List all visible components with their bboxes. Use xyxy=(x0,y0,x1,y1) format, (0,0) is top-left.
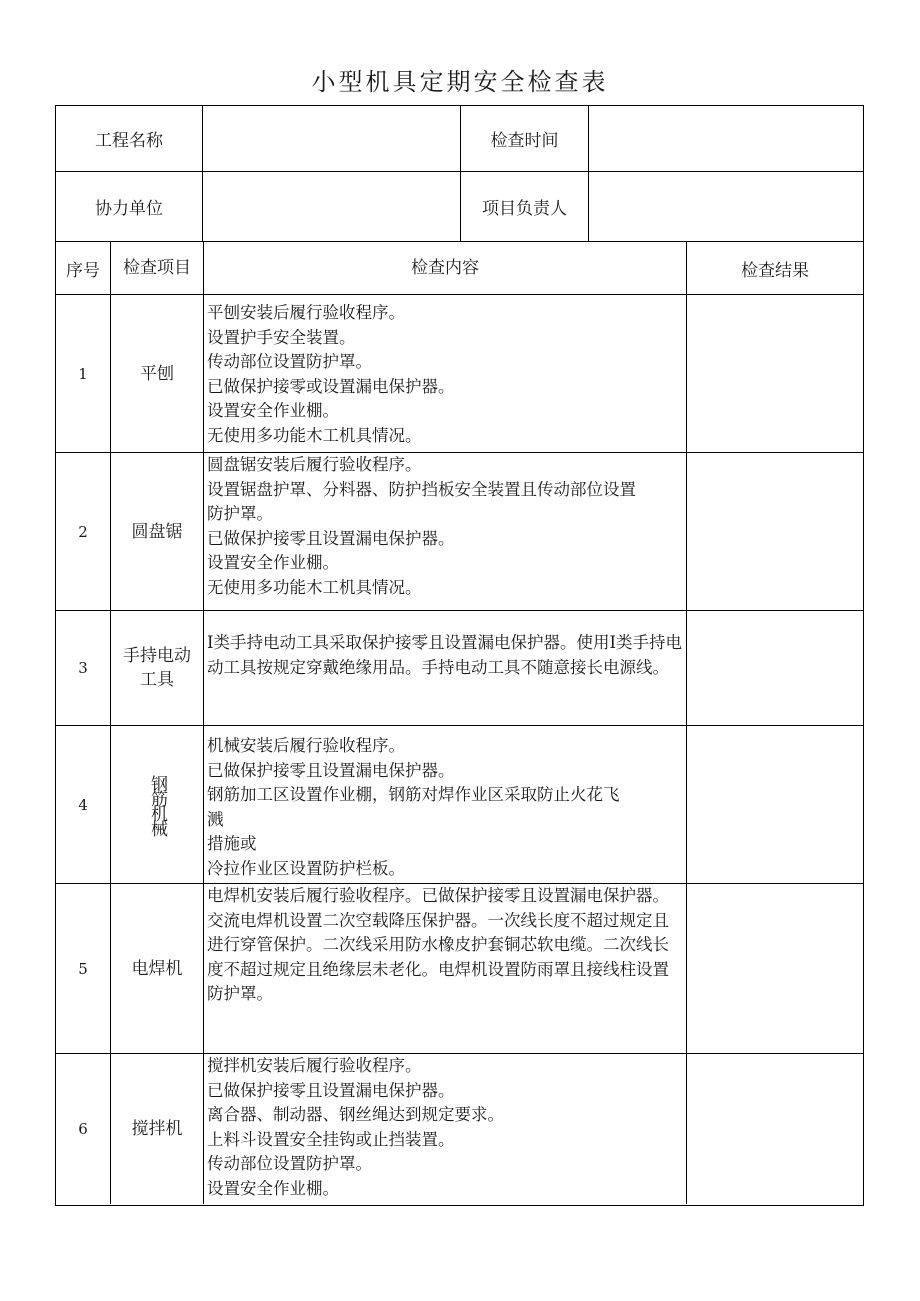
content-line: 已做保护接零且设置漏电保护器。 xyxy=(207,1080,455,1100)
row-item: 手持电动工具 xyxy=(110,611,203,725)
table-row xyxy=(56,294,863,452)
content-line: 冷拉作业区设置防护栏板。 xyxy=(207,858,405,878)
content-line: 已做保护接零且设置漏电保护器。 xyxy=(207,528,455,548)
project-manager-field[interactable] xyxy=(589,172,863,241)
partner-unit-label: 协力单位 xyxy=(95,199,163,219)
content-line: 传动部位设置防护罩。 xyxy=(207,352,372,371)
content-line: 无使用多功能木工机具情况。 xyxy=(207,425,422,445)
table-row xyxy=(56,725,863,883)
table-header-row xyxy=(56,242,863,294)
row-item: 平刨 xyxy=(110,295,203,452)
check-time-field[interactable] xyxy=(589,106,863,171)
row-result-field[interactable] xyxy=(686,611,863,725)
page-title: 小型机具定期安全检查表 xyxy=(311,68,609,96)
row-content xyxy=(203,611,686,725)
column-header-no: 序号 xyxy=(66,260,100,281)
content-line: 传动部位设置防护罩。 xyxy=(207,1154,372,1173)
content-line: 离合器、制动器、钢丝绳达到规定要求。 xyxy=(207,1105,504,1124)
project-name-field[interactable] xyxy=(203,106,460,171)
content-line: 设置安全作业棚。 xyxy=(207,401,339,420)
content-line: 设置安全作业棚。 xyxy=(207,553,339,572)
content-line: 措施或 xyxy=(207,834,257,853)
content-line: 设置安全作业棚。 xyxy=(207,1178,339,1198)
row-content xyxy=(203,453,686,610)
content-text: 电焊机安装后履行验收程序。已做保护接零且设置漏电保护器。交流电焊机设置二次空载降压保护器。一次线长度不超过规定且进行穿管保护。二次线采用防水橡皮护套铜芯软电缆。二次线长度不超过规定且绝缘层未老化。电焊机设置防雨罩且接线柱设置防护罩。 xyxy=(207,886,669,1003)
row-item xyxy=(110,726,203,883)
row-content xyxy=(203,1054,686,1204)
row-number: 1 xyxy=(78,364,88,383)
content-text: I类手持电动工具采取保护接零且设置漏电保护器。使用I类手持电动工具按规定穿戴绝缘用品。手持电动工具不随意接长电源线。 xyxy=(207,633,683,677)
row-result-field[interactable] xyxy=(686,1054,863,1204)
table-row xyxy=(56,452,863,610)
content-line: 溅 xyxy=(207,809,224,829)
column-header-item: 检查项目 xyxy=(110,242,203,294)
content-line: 已做保护接零或设置漏电保护器。 xyxy=(207,376,455,396)
row-item: 电焊机 xyxy=(110,884,203,1053)
row-result-field[interactable] xyxy=(686,884,863,1053)
partner-unit-field[interactable] xyxy=(203,172,460,241)
table-row xyxy=(56,610,863,725)
content-line: 平刨安装后履行验收程序。 xyxy=(207,303,405,322)
content-line: 防护罩。 xyxy=(207,504,273,523)
content-line: 圆盘锯安装后履行验收程序。 xyxy=(207,455,422,474)
content-line: 搅拌机安装后履行验收程序。 xyxy=(207,1056,422,1075)
content-line: 钢筋加工区设置作业棚，钢筋对焊作业区采取防止火花飞 xyxy=(207,785,620,804)
header-info-table xyxy=(55,105,864,242)
row-content xyxy=(203,295,686,452)
content-line: 无使用多功能木工机具情况。 xyxy=(207,577,422,597)
row-number: 6 xyxy=(78,1120,88,1138)
content-line: 设置护手安全装置。 xyxy=(207,327,356,347)
column-header-result: 检查结果 xyxy=(686,242,863,294)
row-item: 搅拌机 xyxy=(110,1054,203,1204)
row-content xyxy=(203,884,686,1053)
row-number: 5 xyxy=(78,959,88,978)
row-content xyxy=(203,726,686,883)
row-result-field[interactable] xyxy=(686,726,863,883)
content-line: 设置锯盘护罩、分料器、防护挡板安全装置且传动部位设置 xyxy=(207,479,636,499)
row-number: 3 xyxy=(78,659,88,677)
row-result-field[interactable] xyxy=(686,453,863,610)
row-number: 4 xyxy=(78,795,88,814)
inspection-table xyxy=(55,242,864,1206)
row-result-field[interactable] xyxy=(686,295,863,452)
project-manager-label: 项目负责人 xyxy=(482,199,567,219)
table-row xyxy=(56,883,863,1053)
check-time-label: 检查时间 xyxy=(490,131,559,151)
row-item: 圆盘锯 xyxy=(110,453,203,610)
column-header-content: 检查内容 xyxy=(203,242,686,294)
content-line: 机械安装后履行验收程序。 xyxy=(207,736,405,755)
content-line: 上料斗设置安全挂钩或止挡装置。 xyxy=(207,1129,455,1149)
row-number: 2 xyxy=(78,522,88,541)
content-line: 已做保护接零且设置漏电保护器。 xyxy=(207,760,455,780)
row-item-vertical: 钢筋机械 xyxy=(147,774,167,835)
table-row xyxy=(56,1053,863,1204)
project-name-label: 工程名称 xyxy=(95,131,163,151)
